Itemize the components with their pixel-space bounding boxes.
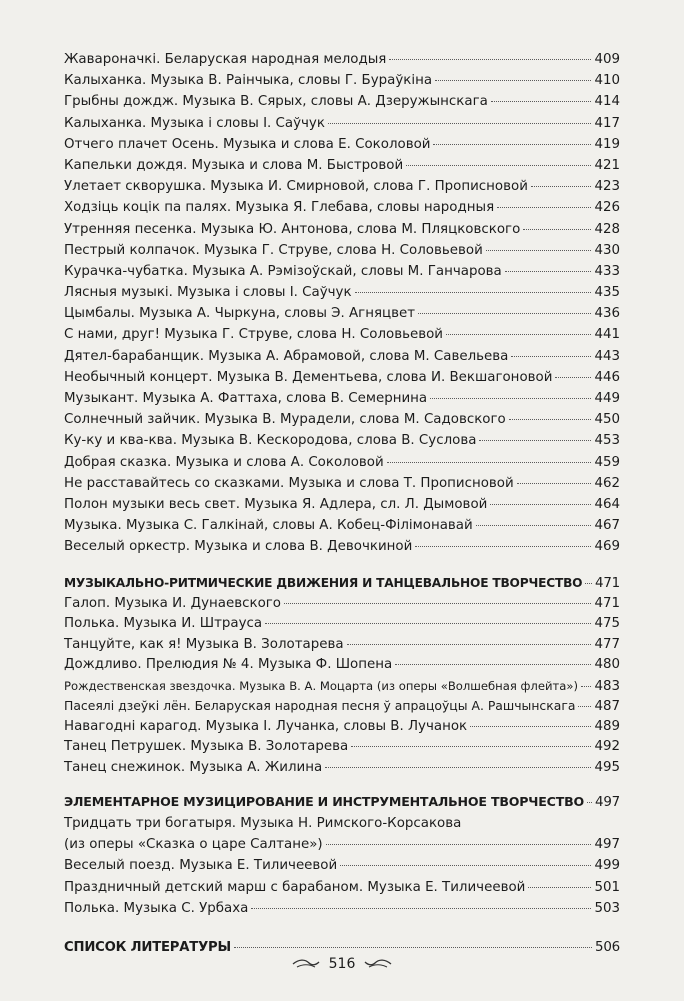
toc-entry xyxy=(64,155,620,176)
entry-page: 419 xyxy=(594,136,620,152)
entry-title: Дятел-барабанщик. Музыка А. Абрамовой, слова М. Савельева xyxy=(64,348,509,364)
entry-title: Веселый поезд. Музыка Е. Тиличеевой xyxy=(64,858,338,874)
entry-page: 459 xyxy=(594,454,620,470)
heading-page: 497 xyxy=(595,795,620,810)
page-number: 516 xyxy=(328,956,356,972)
entry-page: 443 xyxy=(594,348,620,364)
entry-page: 409 xyxy=(594,52,620,67)
toc-entry xyxy=(64,655,620,676)
entry-page: 480 xyxy=(594,657,620,672)
entry-page: 453 xyxy=(594,433,620,449)
entry-title: Жавароначкі. Беларуская народная мелодыя xyxy=(64,52,387,67)
entry-title: Дождливо. Прелюдия № 4. Музыка Ф. Шопена xyxy=(64,657,393,672)
page-footer xyxy=(0,956,684,972)
entry-page: 446 xyxy=(594,369,620,385)
entry-page: 475 xyxy=(594,616,620,631)
entry-page: 489 xyxy=(594,718,620,734)
entry-title: Капельки дождя. Музыка и слова М. Быстровой xyxy=(64,157,404,173)
toc-entry-line1: Тридцать три богатыря. Музыка Н. Римского-Корсакова xyxy=(64,816,462,831)
toc-entry xyxy=(64,430,620,451)
entry-page: 495 xyxy=(594,759,620,775)
entry-page: 483 xyxy=(594,678,620,694)
entry-page: 469 xyxy=(594,539,620,555)
ornament-left-icon xyxy=(291,958,321,970)
entry-page: 430 xyxy=(594,242,620,258)
toc-entry xyxy=(64,303,620,324)
toc-entry xyxy=(64,409,620,430)
entry-page: 423 xyxy=(594,179,620,195)
toc-entry xyxy=(64,635,620,656)
entry-page: 449 xyxy=(594,391,620,406)
section-songs xyxy=(64,49,620,558)
entry-page: 467 xyxy=(594,518,620,534)
entry-title: Калыханка. Музыка В. Раінчыка, словы Г. Бураўкіна xyxy=(64,73,433,89)
toc-entry xyxy=(64,473,620,494)
heading-title: МУЗЫКАЛЬНО-РИТМИЧЕСКИЕ ДВИЖЕНИЯ И ТАНЦЕВАЛЬНОЕ ТВОРЧЕСТВО xyxy=(64,575,583,590)
entry-title: Солнечный зайчик. Музыка В. Мурадели, слова М. Садовского xyxy=(64,412,506,428)
toc-entry xyxy=(64,758,620,779)
entry-title: Танец Петрушек. Музыка В. Золотарева xyxy=(64,739,349,754)
entry-page: 417 xyxy=(594,115,620,131)
entry-page: 426 xyxy=(594,200,620,216)
toc-entry xyxy=(64,877,620,898)
toc-entry xyxy=(64,176,620,197)
toc-entry xyxy=(64,452,620,473)
entry-page: 503 xyxy=(594,900,620,916)
entry-title: Ку-ку и ква-ква. Музыка В. Кескородова, слова В. Суслова xyxy=(64,433,477,449)
section-heading-instrumental xyxy=(64,791,620,813)
entry-title: Ходзіць коцік па палях. Музыка Я. Глебава, словы народныя xyxy=(64,200,495,216)
entry-page: 433 xyxy=(594,263,620,279)
entry-title: Рождественская звездочка. Музыка В. А. Моцарта (из оперы «Волшебная флейта») xyxy=(64,678,578,693)
entry-page: 499 xyxy=(594,858,620,874)
toc-entry: (из оперы «Сказка о царе Салтане») 497 xyxy=(64,837,620,853)
entry-title: Улетает скворушка. Музыка И. Смирновой, слова Г. Прописновой xyxy=(64,179,528,195)
heading-title: ЭЛЕМЕНТАРНОЕ МУЗИЦИРОВАНИЕ И ИНСТРУМЕНТАЛЬНОЕ ТВОРЧЕСТВО xyxy=(64,794,585,809)
toc-entry xyxy=(64,855,620,876)
entry-page: 435 xyxy=(594,285,620,301)
heading-title: СПИСОК ЛИТЕРАТУРЫ xyxy=(64,939,231,955)
entry-title: Танец снежинок. Музыка А. Жилина xyxy=(64,759,323,775)
toc-entry xyxy=(64,261,620,282)
toc-entry xyxy=(64,614,620,635)
entry-title: Музыка. Музыка С. Галкінай, словы А. Кобец-Філімонавай xyxy=(64,518,473,534)
heading-page: 471 xyxy=(595,575,620,591)
entry-title: Пестрый колпачок. Музыка Г. Струве, слова Н. Соловьевой xyxy=(64,242,483,258)
entry-title: Лясныя музыкі. Музыка і словы І. Саўчук xyxy=(64,285,352,301)
entry-page: 471 xyxy=(594,595,620,611)
entry-page: 421 xyxy=(594,157,620,173)
toc-entry xyxy=(64,134,620,155)
entry-page: 477 xyxy=(594,636,620,652)
entry-title: С нами, друг! Музыка Г. Струве, слова Н. Соловьевой xyxy=(64,327,443,343)
entry-title: Веселый оркестр. Музыка и слова В. Девочкиной xyxy=(64,539,413,555)
entry-title: Калыханка. Музыка і словы І. Саўчук xyxy=(64,115,325,131)
entry-title: Необычный концерт. Музыка В. Дементьева, слова И. Векшагоновой xyxy=(64,369,553,385)
entry-page: 428 xyxy=(594,221,620,237)
toc-entry xyxy=(64,367,620,388)
entry-page: 487 xyxy=(594,699,620,714)
entry-title: Полька. Музыка И. Штрауса xyxy=(64,616,263,631)
toc-entry xyxy=(64,898,620,919)
entry-page: 414 xyxy=(594,94,620,110)
toc-entry xyxy=(64,240,620,261)
section-heading-rhythmic xyxy=(64,572,620,594)
entry-page: 436 xyxy=(594,306,620,322)
toc-entry xyxy=(64,197,620,218)
section-instrumental xyxy=(64,813,620,919)
entry-title: Навагодні карагод. Музыка І. Лучанка, словы В. Лучанок xyxy=(64,718,468,734)
toc-entry xyxy=(64,536,620,557)
heading-page: 506 xyxy=(595,939,620,955)
ornament-right-icon xyxy=(363,958,393,970)
toc-entry xyxy=(64,737,620,758)
entry-title: Пасеялі дзеўкі лён. Беларуская народная песня ў апрацоўцы А. Рашчынскага xyxy=(64,698,576,713)
toc-entry xyxy=(64,494,620,515)
entry-title: Праздничный детский марш с барабаном. Музыка Е. Тиличеевой xyxy=(64,879,526,895)
entry-title: Цымбалы. Музыка А. Чыркуна, словы Э. Агняцвет xyxy=(64,306,416,322)
entry-title: Отчего плачет Осень. Музыка и слова Е. Соколовой xyxy=(64,136,431,152)
entry-page: 464 xyxy=(594,496,620,512)
entry-title: Добрая сказка. Музыка и слова А. Соколовой xyxy=(64,454,384,470)
toc-entry xyxy=(64,282,620,303)
entry-page: 410 xyxy=(594,73,620,89)
section-dances xyxy=(64,594,620,779)
table-of-contents xyxy=(64,49,620,959)
toc-entry xyxy=(64,696,620,717)
toc-entry xyxy=(64,515,620,536)
entry-page: 492 xyxy=(594,739,620,754)
toc-entry xyxy=(64,91,620,112)
toc-entry xyxy=(64,113,620,134)
toc-entry xyxy=(64,346,620,367)
toc-entry xyxy=(64,717,620,738)
toc-entry xyxy=(64,70,620,91)
entry-title: Галоп. Музыка И. Дунаевского xyxy=(64,595,281,611)
entry-title: Грыбны дождж. Музыка В. Сярых, словы А. Дзеружынскага xyxy=(64,94,488,110)
entry-title: Полька. Музыка С. Урбаха xyxy=(64,900,249,916)
toc-entry xyxy=(64,676,620,697)
entry-page: 441 xyxy=(594,327,620,343)
entry-title: Танцуйте, как я! Музыка В. Золотарева xyxy=(64,636,344,652)
entry-title: Полон музыки весь свет. Музыка Я. Адлера, сл. Л. Дымовой xyxy=(64,496,488,512)
entry-title: Музыкант. Музыка А. Фаттаха, слова В. Семернина xyxy=(64,391,428,406)
entry-page: 501 xyxy=(594,879,620,895)
entry-page: 450 xyxy=(594,412,620,428)
entry-title: Утренняя песенка. Музыка Ю. Антонова, слова М. Пляцковского xyxy=(64,221,521,237)
toc-entry xyxy=(64,388,620,409)
toc-entry xyxy=(64,324,620,345)
toc-entry xyxy=(64,594,620,615)
toc-entry xyxy=(64,49,620,70)
entry-page: 462 xyxy=(594,475,620,491)
entry-title: Не расставайтесь со сказками. Музыка и слова Т. Прописновой xyxy=(64,475,514,491)
toc-entry xyxy=(64,219,620,240)
entry-title: Курачка-чубатка. Музыка А. Рэмізоўскай, словы М. Ганчарова xyxy=(64,263,502,279)
